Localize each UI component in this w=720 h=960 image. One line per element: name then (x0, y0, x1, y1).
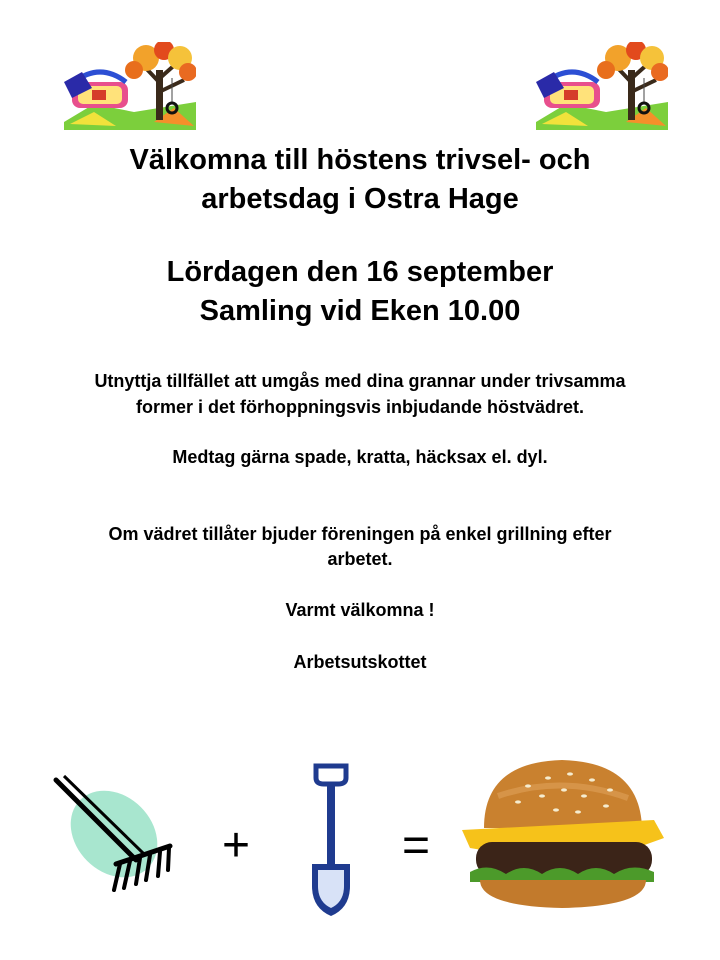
welcome-text: Varmt välkomna ! (285, 600, 435, 620)
page-title-line-2: arbetsdag i Ostra Hage (201, 183, 519, 215)
plus-sign: + (221, 819, 251, 872)
invite-text-line-1: Utnyttja tillfället att umgås med dina grannar under trivsamma (94, 371, 626, 391)
page-title-line-1: Välkomna till höstens trivsel- och (129, 144, 591, 176)
signature: Arbetsutskottet (293, 652, 427, 672)
hamburger-icon (458, 756, 666, 918)
invite-text-line-2: former i det förhoppningsvis inbjudande höstvädret. (135, 397, 585, 417)
autumn-tree-picnic-icon (536, 42, 668, 130)
grill-text-line-2: arbetet. (327, 549, 393, 569)
shovel-icon (306, 762, 356, 918)
bring-tools-text: Medtag gärna spade, kratta, häcksax el. dyl. (172, 447, 548, 467)
meeting-time: Samling vid Eken 10.00 (199, 295, 521, 327)
equals-sign: = (401, 819, 431, 872)
event-date: Lördagen den 16 september (166, 256, 554, 288)
rake-icon (52, 772, 182, 902)
grill-text-line-1: Om vädret tillåter bjuder föreningen på enkel grillning efter (108, 524, 612, 544)
autumn-tree-picnic-icon (64, 42, 196, 130)
